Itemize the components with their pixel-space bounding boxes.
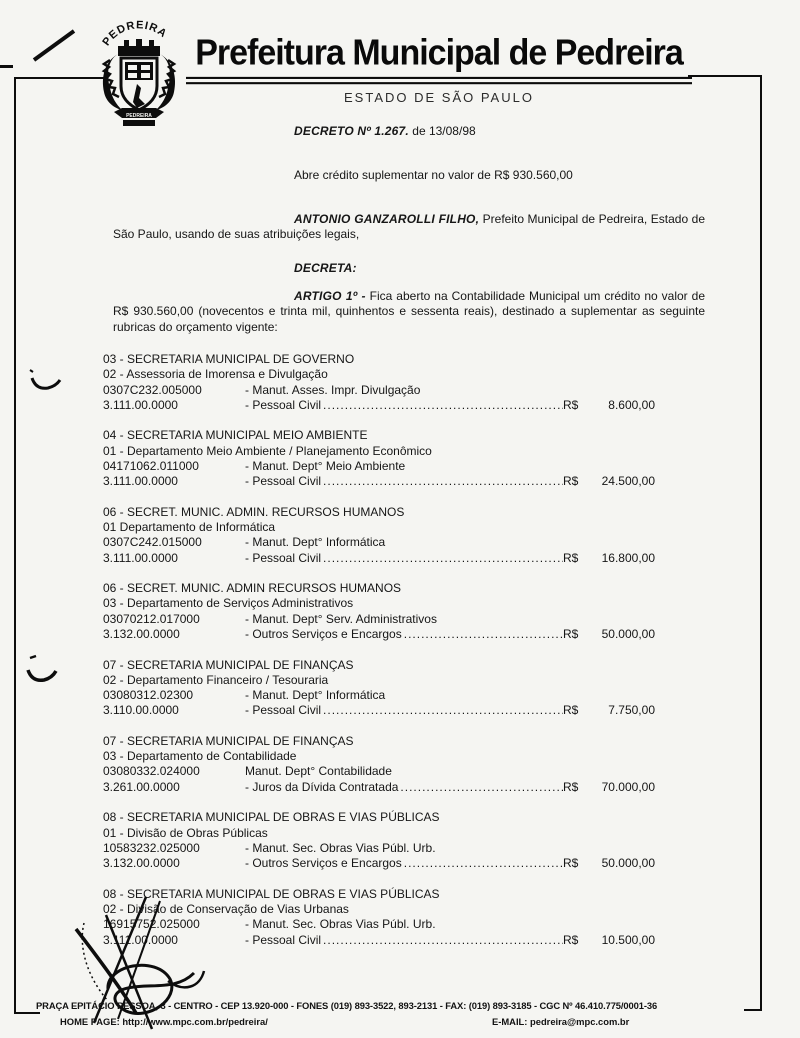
entry-amount: 16.800,00 [601, 550, 655, 565]
article-1-paragraph [113, 289, 705, 335]
opening-text: Prefeito Municipal de Pedreira, Estado de São Paulo, usando de suas atribuições legais, [113, 212, 705, 242]
decree-number: DECRETO Nº 1.267. [294, 124, 409, 138]
entry-department: 02 - Departamento Financeiro / Tesouraria [103, 672, 329, 687]
municipal-coat-of-arms [88, 16, 190, 130]
entry-secretariat: 04 - SECRETARIA MUNICIPAL MEIO AMBIENTE [103, 428, 368, 443]
entry-program-code: 16915752.025000 [103, 917, 200, 932]
entry-program-code: 0307C232.005000 [103, 382, 202, 397]
entry-program-description: - Manut. Dept° Informática [245, 535, 386, 550]
entry-program-code: 03080332.024000 [103, 764, 200, 779]
entry-expense-category: - Pessoal Civil [245, 474, 322, 489]
entry-currency: R$ [563, 856, 579, 871]
entry-expense-category: - Pessoal Civil [245, 550, 322, 565]
entry-program-description: Manut. Dept° Contabilidade [245, 764, 392, 779]
entry-currency: R$ [563, 703, 579, 718]
entry-program-description: - Manut. Sec. Obras Vias Públ. Urb. [245, 840, 436, 855]
dot-leader [321, 703, 563, 718]
entry-currency: R$ [563, 474, 579, 489]
entry-expense-category: - Pessoal Civil [245, 397, 322, 412]
entry-department: 02 - Divisão de Conservação de Vias Urbanas [103, 901, 349, 916]
budget-entry [103, 428, 655, 489]
entry-expense-code: 3.111.00.0000 [103, 932, 178, 947]
article-text: Fica aberto na Contabilidade Municipal um crédito no valor de R$ 930.560,00 (novecentos e trinta mil, quinhentos e sessenta reais), destinado a suplementar as seguinte rubricas do orçamento vigente: [113, 289, 705, 334]
entry-program-code: 03080312.02300 [103, 688, 194, 703]
entry-secretariat: 06 - SECRET. MUNIC. ADMIN RECURSOS HUMANOS [103, 581, 402, 596]
entry-program-description: - Manut. Asses. Impr. Divulgação [245, 382, 421, 397]
decree-subject-line [113, 168, 705, 183]
decreta-line [113, 261, 705, 276]
decree-subject: Abre crédito suplementar no valor de R$ 930.560,00 [294, 168, 573, 182]
entry-program-code: 04171062.011000 [103, 458, 199, 473]
entry-department: 01 Departamento de Informática [103, 520, 276, 535]
entry-currency: R$ [563, 932, 579, 947]
entry-program-code: 03070212.017000 [103, 611, 200, 626]
decree-heading [113, 124, 705, 139]
budget-entries [103, 352, 655, 963]
entry-secretariat: 06 - SECRET. MUNIC. ADMIN. RECURSOS HUMANOS [103, 504, 405, 519]
entry-program-description: - Manut. Dept° Serv. Administrativos [245, 611, 437, 626]
entry-expense-category: - Pessoal Civil [245, 932, 322, 947]
entry-expense-category: - Outros Serviços e Encargos [245, 856, 402, 871]
dot-leader [321, 398, 563, 413]
budget-entry [103, 658, 655, 719]
dot-leader [398, 780, 563, 795]
entry-program-code: 10583232.025000 [103, 840, 200, 855]
decreta-word: DECRETA: [294, 261, 357, 275]
frame-right-border [760, 75, 762, 1011]
footer-homepage: HOME PAGE: http://www.mpc.com.br/pedreira/ [60, 1016, 268, 1027]
entry-secretariat: 08 - SECRETARIA MUNICIPAL DE OBRAS E VIAS PÚBLICAS [103, 886, 440, 901]
emblem-arc-text: PEDREIRA [100, 19, 170, 49]
margin-check-mark [22, 652, 62, 686]
entry-currency: R$ [563, 397, 579, 412]
budget-entry [103, 581, 655, 642]
entry-amount: 70.000,00 [601, 779, 655, 794]
entry-expense-code: 3.132.00.0000 [103, 627, 180, 642]
entry-amount: 50.000,00 [601, 627, 655, 642]
entry-amount: 8.600,00 [608, 397, 655, 412]
dot-leader [321, 933, 563, 948]
footer-address-line: PRAÇA EPITÁCIO PESSOA, 3 - CENTRO - CEP 13.920-000 - FONES (019) 893-3522, 893-2131 - FAX: (019) 893-3185 - CGC Nº 46.410.775/0001-36 [36, 1000, 658, 1011]
entry-amount: 7.750,00 [608, 703, 655, 718]
letterhead-subtitle: ESTADO DE SÃO PAULO [344, 90, 534, 105]
entry-amount: 50.000,00 [601, 856, 655, 871]
svg-text:PEDREIRA [100, 19, 169, 48]
entry-department: 01 - Departamento Meio Ambiente / Planejamento Econômico [103, 443, 432, 458]
entry-currency: R$ [563, 627, 579, 642]
entry-amount: 10.500,00 [601, 932, 655, 947]
entry-currency: R$ [563, 550, 579, 565]
entry-amount: 24.500,00 [601, 474, 655, 489]
mayor-name: ANTONIO GANZAROLLI FILHO, [294, 212, 480, 226]
budget-entry [103, 352, 655, 413]
entry-expense-code: 3.110.00.0000 [103, 703, 179, 718]
dot-leader [321, 474, 563, 489]
entry-secretariat: 07 - SECRETARIA MUNICIPAL DE FINANÇAS [103, 657, 354, 672]
entry-department: 01 - Divisão de Obras Públicas [103, 825, 268, 840]
frame-top-right-segment [688, 75, 762, 77]
budget-entry [103, 505, 655, 566]
entry-expense-code: 3.111.00.0000 [103, 397, 178, 412]
footer-email: E-MAIL: pedreira@mpc.com.br [492, 1016, 630, 1027]
entry-expense-code: 3.111.00.0000 [103, 474, 178, 489]
entry-program-code: 0307C242.015000 [103, 535, 202, 550]
pen-stroke-artifact [28, 24, 83, 64]
entry-secretariat: 08 - SECRETARIA MUNICIPAL DE OBRAS E VIAS PÚBLICAS [103, 810, 440, 825]
entry-department: 02 - Assessoria de Imorensa e Divulgação [103, 367, 328, 382]
margin-check-mark [24, 366, 64, 398]
budget-entry [103, 734, 655, 795]
frame-bottom-left-segment [14, 1012, 40, 1014]
entry-program-description: - Manut. Dept° Meio Ambiente [245, 458, 406, 473]
entry-department: 03 - Departamento de Contabilidade [103, 749, 297, 764]
entry-expense-code: 3.132.00.0000 [103, 856, 180, 871]
entry-department: 03 - Departamento de Serviços Administrativos [103, 596, 354, 611]
entry-expense-category: - Pessoal Civil [245, 703, 322, 718]
entry-expense-category: - Juros da Dívida Contratada [245, 779, 399, 794]
dot-leader [402, 627, 563, 642]
dot-leader [321, 551, 563, 566]
letterhead [186, 34, 692, 105]
opening-paragraph [113, 212, 705, 243]
decree-date: de 13/08/98 [408, 124, 476, 138]
budget-entry [103, 810, 655, 871]
entry-program-description: - Manut. Dept° Informática [245, 688, 386, 703]
left-edge-dash [0, 65, 13, 68]
entry-secretariat: 03 - SECRETARIA MUNICIPAL DE GOVERNO [103, 352, 355, 366]
entry-currency: R$ [563, 779, 579, 794]
emblem-banner-text: PEDREIRA [126, 113, 152, 119]
entry-expense-code: 3.261.00.0000 [103, 779, 180, 794]
entry-secretariat: 07 - SECRETARIA MUNICIPAL DE FINANÇAS [103, 733, 354, 748]
page-title: Prefeitura Municipal de Pedreira [186, 33, 692, 84]
entry-expense-category: - Outros Serviços e Encargos [245, 627, 402, 642]
dot-leader [402, 856, 563, 871]
signature-scribble [48, 893, 213, 1035]
frame-left-border [14, 77, 16, 1014]
entry-program-description: - Manut. Sec. Obras Vias Públ. Urb. [245, 917, 436, 932]
entry-expense-code: 3.111.00.0000 [103, 550, 178, 565]
article-label: ARTIGO 1º - [294, 289, 366, 303]
